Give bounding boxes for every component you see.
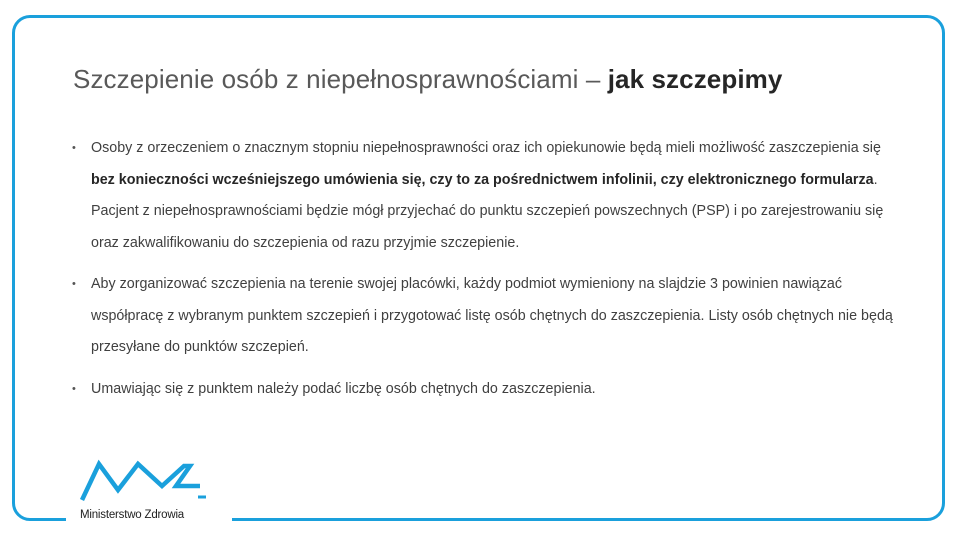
- title-bold: jak szczepimy: [607, 64, 783, 94]
- bullet-item: [70, 133, 900, 259]
- bullet-item: [70, 269, 900, 364]
- bullet-text: Umawiając się z punktem należy podać liczbę osób chętnych do zaszczepienia.: [91, 380, 596, 397]
- bullet-marker: •: [72, 278, 76, 290]
- bullet-text: Osoby z orzeczeniem o znacznym stopniu niepełnosprawności oraz ich opiekunowie będą mieli możliwość zaszczepienia się: [91, 140, 881, 156]
- bullet-marker: •: [72, 142, 76, 154]
- bullet-text: . Pacjent z niepełnosprawnościami będzie mógł przyjechać do punktu szczepień powszechnych (PSP) i po zarejestrowaniu się oraz zakwalifikowaniu do szczepienia od razu przyjmie szczepienie.: [91, 171, 884, 251]
- logo-label: Ministerstwo Zdrowia: [80, 509, 184, 521]
- bullet-text: Aby zorganizować szczepienia na terenie swojej placówki, każdy podmiot wymieniony na slajdzie 3 powinien nawiązać współpracę z wybranym punktem szczepień i przygotować listę osób chętnych do zaszczepienia. Listy osób chętnych nie będą przesyłane do punktów szczepień.: [91, 276, 893, 355]
- bullet-bold-text: bez konieczności wcześniejszego umówienia się, czy to za pośrednictwem infolinii, czy elektronicznego formularza: [91, 171, 874, 188]
- slide-title: [73, 64, 782, 95]
- bullet-marker: •: [72, 382, 76, 395]
- bullet-list: [70, 133, 900, 405]
- title-regular: Szczepienie osób z niepełnosprawnościami –: [73, 64, 608, 94]
- bullet-item: [70, 374, 900, 406]
